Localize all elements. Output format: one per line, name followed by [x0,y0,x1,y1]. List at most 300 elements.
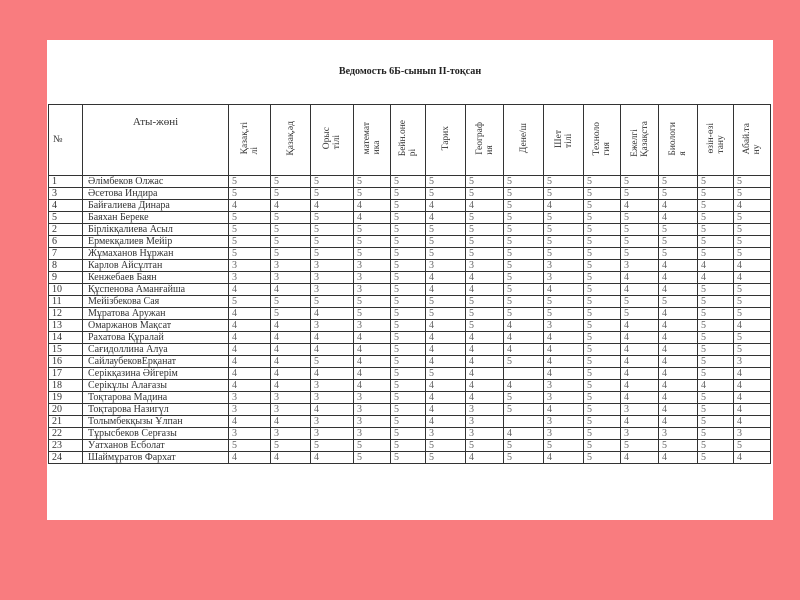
table-row [49,284,771,296]
grade-cell: 5 [391,272,426,284]
row-number: 21 [49,416,83,428]
grade-cell: 5 [584,392,621,404]
grade-cell: 5 [544,176,584,188]
column-header-subject [229,105,271,176]
row-number: 14 [49,332,83,344]
student-name: Сағидоллина Алуа [83,344,229,356]
subject-label: математ ика [362,122,382,155]
table-row [49,440,771,452]
grade-cell: 5 [504,284,544,296]
column-header-subject [621,105,659,176]
table-row [49,416,771,428]
grade-cell: 5 [466,212,504,224]
grade-cell: 3 [354,428,391,440]
grade-cell: 5 [698,452,734,464]
grade-cell: 4 [426,320,466,332]
grade-cell: 3 [659,428,698,440]
grade-cell: 4 [698,260,734,272]
grade-cell: 3 [621,260,659,272]
grade-cell: 5 [391,332,426,344]
grade-cell: 3 [354,284,391,296]
grade-cell: 5 [584,176,621,188]
grade-cell: 4 [734,260,771,272]
grade-cell: 5 [734,176,771,188]
grade-cell: 5 [504,392,544,404]
grade-cell: 4 [229,356,271,368]
grade-cell: 5 [734,248,771,260]
grade-cell: 4 [544,284,584,296]
grade-cell: 5 [229,296,271,308]
grade-cell: 5 [229,236,271,248]
grade-cell: 5 [504,224,544,236]
grade-cell: 3 [466,260,504,272]
grade-cell: 4 [354,356,391,368]
grade-cell: 5 [354,224,391,236]
grade-cell: 5 [659,188,698,200]
grade-cell: 5 [584,440,621,452]
grade-cell: 4 [311,452,354,464]
student-name: Шаймұратов Фархат [83,452,229,464]
grade-cell: 5 [426,224,466,236]
grade-cell: 4 [426,212,466,224]
grade-cell: 4 [466,368,504,380]
grade-cell: 5 [584,452,621,464]
table-row [49,452,771,464]
grade-cell: 5 [504,452,544,464]
table-row [49,248,771,260]
grade-cell: 4 [659,320,698,332]
grade-cell: 4 [354,212,391,224]
column-header-subject [391,105,426,176]
grade-cell: 5 [391,416,426,428]
grade-cell: 3 [734,356,771,368]
table-row [49,188,771,200]
grade-cell: 5 [426,452,466,464]
grade-cell: 5 [659,176,698,188]
grade-cell: 3 [734,428,771,440]
grade-cell: 5 [311,224,354,236]
grade-cell: 4 [466,380,504,392]
row-number: 24 [49,452,83,464]
grade-cell: 4 [311,308,354,320]
table-row [49,380,771,392]
grade-cell: 4 [466,344,504,356]
grade-cell: 4 [229,308,271,320]
grade-cell: 5 [391,296,426,308]
student-name: Бірлікқалиева Асыл [83,224,229,236]
grade-cell: 5 [229,176,271,188]
row-number: 13 [49,320,83,332]
table-row [49,428,771,440]
subject-label: Техноло гия [592,121,612,156]
grade-cell: 5 [584,236,621,248]
grade-cell: 4 [426,200,466,212]
grade-cell: 5 [734,284,771,296]
grade-cell: 5 [311,248,354,260]
grade-cell: 5 [544,308,584,320]
grade-cell: 5 [391,224,426,236]
column-header-subject [659,105,698,176]
grade-cell: 4 [734,392,771,404]
student-name: Әсетова Индира [83,188,229,200]
grade-cell: 4 [229,380,271,392]
grade-cell: 5 [584,260,621,272]
grade-cell: 5 [698,428,734,440]
grade-cell: 5 [466,440,504,452]
grade-cell: 5 [426,176,466,188]
grade-cell: 5 [391,188,426,200]
student-name: Толымбекқызы Ұлпан [83,416,229,428]
grade-cell: 5 [354,176,391,188]
column-header-subject [271,105,311,176]
grade-cell: 4 [426,392,466,404]
table-row [49,224,771,236]
grade-cell: 3 [354,416,391,428]
grade-cell: 5 [271,440,311,452]
table-row [49,296,771,308]
student-name: Баяхан Береке [83,212,229,224]
grade-cell: 5 [504,236,544,248]
grade-cell: 5 [621,248,659,260]
grade-cell: 5 [354,296,391,308]
grade-cell: 5 [311,176,354,188]
subject-label: Қазақ,әд [285,121,296,156]
grade-cell: 4 [466,200,504,212]
grade-cell: 5 [466,296,504,308]
grade-cell: 5 [584,212,621,224]
grade-cell: 5 [354,248,391,260]
subject-label: Биологи я [668,121,688,156]
grade-cell: 4 [426,332,466,344]
row-number: 9 [49,272,83,284]
grade-cell: 5 [621,440,659,452]
grade-cell: 5 [698,224,734,236]
grade-cell: 4 [354,332,391,344]
document-title: Ведомость 6Б-сынып II-тоқсан [338,65,482,77]
grade-cell: 5 [466,320,504,332]
grade-cell: 4 [229,200,271,212]
grade-cell: 3 [544,416,584,428]
row-number: 20 [49,404,83,416]
row-number: 10 [49,284,83,296]
grade-cell: 5 [584,404,621,416]
table-row [49,344,771,356]
grade-cell: 4 [659,344,698,356]
grade-table [48,104,771,464]
column-header-subject [698,105,734,176]
grade-cell: 4 [621,392,659,404]
grade-cell: 5 [504,200,544,212]
grade-cell: 5 [271,224,311,236]
grade-cell: 4 [659,392,698,404]
grade-cell: 4 [734,272,771,284]
grade-cell: 4 [271,380,311,392]
student-name: Карлов Айсұлтан [83,260,229,272]
grade-cell: 4 [544,200,584,212]
grade-cell: 5 [504,260,544,272]
grade-cell: 4 [544,344,584,356]
table-row [49,392,771,404]
grade-cell: 3 [271,392,311,404]
row-number: 19 [49,392,83,404]
grade-cell: 4 [734,452,771,464]
grade-cell: 4 [504,320,544,332]
grade-cell: 3 [229,428,271,440]
grade-cell: 3 [354,260,391,272]
grade-cell: 5 [544,236,584,248]
grade-cell: 5 [466,236,504,248]
grade-cell: 3 [229,404,271,416]
grade-cell: 5 [354,236,391,248]
grade-cell: 4 [504,380,544,392]
grade-cell: 4 [659,260,698,272]
subject-label: Тарих [440,126,451,151]
grade-cell: 4 [311,404,354,416]
grade-cell: 5 [391,236,426,248]
grade-cell: 3 [311,392,354,404]
grade-cell: 4 [734,368,771,380]
grade-cell: 4 [426,272,466,284]
grade-cell: 5 [391,344,426,356]
grade-cell: 5 [466,188,504,200]
document-page [47,40,773,520]
grade-cell: 5 [391,368,426,380]
grade-cell: 5 [229,224,271,236]
subject-label: Ежелгі Қазақста [629,120,650,157]
grade-cell: 4 [659,284,698,296]
grade-cell: 3 [544,272,584,284]
grade-cell: 5 [584,296,621,308]
grade-cell: 4 [734,404,771,416]
grade-cell: 4 [271,416,311,428]
grade-cell: 4 [698,272,734,284]
grade-cell: 5 [659,236,698,248]
grade-cell: 5 [504,188,544,200]
grade-cell: 5 [426,236,466,248]
grade-cell: 4 [426,356,466,368]
grade-cell: 5 [621,296,659,308]
grade-cell: 5 [698,320,734,332]
grade-cell: 5 [504,440,544,452]
grade-cell: 5 [698,200,734,212]
grade-cell: 5 [659,248,698,260]
grade-cell: 4 [621,416,659,428]
grade-cell: 5 [544,212,584,224]
grade-cell: 4 [466,272,504,284]
grade-cell: 5 [271,296,311,308]
grade-cell [504,368,544,380]
student-name: Кенжебаев Баян [83,272,229,284]
grade-cell: 5 [659,224,698,236]
grade-cell: 4 [311,200,354,212]
grade-cell: 3 [311,260,354,272]
subject-label: Орыс тілі [322,127,342,150]
grade-cell: 5 [698,392,734,404]
row-number: 17 [49,368,83,380]
grade-cell: 5 [734,344,771,356]
grade-cell: 5 [391,356,426,368]
grade-cell: 5 [584,224,621,236]
grade-cell: 5 [698,308,734,320]
grade-cell: 4 [229,416,271,428]
grade-cell: 4 [659,368,698,380]
grade-cell: 4 [354,380,391,392]
grade-cell: 5 [426,440,466,452]
student-name: Ермекқалиев Мейір [83,236,229,248]
grade-cell: 4 [621,344,659,356]
grade-cell: 5 [659,296,698,308]
grade-cell: 5 [621,176,659,188]
grade-cell: 4 [734,416,771,428]
grade-cell: 5 [354,188,391,200]
grade-cell: 5 [544,440,584,452]
grade-cell: 5 [734,296,771,308]
grade-cell: 4 [229,320,271,332]
grade-cell: 3 [311,416,354,428]
grade-cell: 5 [391,404,426,416]
grade-cell: 5 [391,308,426,320]
student-name: Серікқазина Әйгерім [83,368,229,380]
grade-cell: 4 [271,368,311,380]
grade-cell: 5 [504,212,544,224]
table-row [49,272,771,284]
grade-cell: 4 [659,380,698,392]
table-row [49,200,771,212]
grade-cell: 4 [271,200,311,212]
grade-cell: 3 [354,320,391,332]
row-number: 7 [49,248,83,260]
grade-cell: 5 [504,296,544,308]
grade-cell: 3 [311,380,354,392]
table-row [49,404,771,416]
grade-cell: 5 [466,224,504,236]
grade-cell: 4 [659,404,698,416]
row-number: 8 [49,260,83,272]
row-number: 15 [49,344,83,356]
grade-cell: 5 [584,416,621,428]
grade-cell: 4 [229,344,271,356]
grade-cell: 5 [584,284,621,296]
grade-cell: 5 [229,440,271,452]
grade-rows [49,176,771,464]
grade-cell: 5 [391,176,426,188]
table-row [49,356,771,368]
grade-cell: 4 [544,332,584,344]
grade-cell: 5 [544,296,584,308]
grade-cell: 3 [544,320,584,332]
grade-cell: 5 [698,368,734,380]
grade-cell: 4 [621,272,659,284]
grade-cell: 5 [354,452,391,464]
grade-cell: 5 [584,368,621,380]
column-header-subject [426,105,466,176]
grade-cell: 3 [621,428,659,440]
grade-cell: 5 [621,212,659,224]
grade-cell: 5 [698,188,734,200]
row-number: 22 [49,428,83,440]
grade-cell: 5 [271,236,311,248]
grade-cell: 5 [621,188,659,200]
grade-cell: 3 [311,428,354,440]
grade-cell: 3 [466,428,504,440]
grade-cell: 3 [311,272,354,284]
grade-cell: 4 [426,380,466,392]
grade-cell: 5 [584,356,621,368]
subject-label: Қазақ,ті лі [239,122,260,155]
grade-cell: 3 [466,416,504,428]
grade-cell: 5 [466,248,504,260]
grade-cell: 5 [659,440,698,452]
grade-cell: 5 [698,248,734,260]
grade-cell: 4 [229,368,271,380]
grade-cell: 5 [734,440,771,452]
grade-cell: 5 [311,212,354,224]
grade-cell: 4 [621,380,659,392]
grade-cell: 3 [621,404,659,416]
grade-cell: 3 [271,272,311,284]
row-number: 3 [49,188,83,200]
grade-cell [504,416,544,428]
grade-cell: 3 [229,272,271,284]
grade-cell: 3 [271,260,311,272]
grade-cell: 5 [426,188,466,200]
grade-cell: 4 [544,404,584,416]
table-row [49,308,771,320]
grade-cell: 5 [391,284,426,296]
student-name: Жұмаханов Нұржан [83,248,229,260]
grade-cell: 5 [311,356,354,368]
grade-cell: 4 [544,356,584,368]
grade-cell: 3 [311,320,354,332]
grade-cell: 5 [584,344,621,356]
student-name: СайлаубековЕрқанат [83,356,229,368]
table-row [49,260,771,272]
subject-label: Шет тілі [553,129,574,148]
grade-cell: 4 [659,452,698,464]
grade-cell: 3 [544,260,584,272]
subject-label: Бейн.оне рі [398,120,418,157]
grade-cell: 5 [391,248,426,260]
row-number: 11 [49,296,83,308]
grade-cell: 4 [659,212,698,224]
grade-cell: 5 [466,176,504,188]
grade-cell: 5 [504,248,544,260]
grade-cell: 5 [311,440,354,452]
grade-cell: 5 [426,308,466,320]
grade-cell: 4 [311,368,354,380]
grade-cell: 5 [311,188,354,200]
grade-cell: 4 [544,368,584,380]
grade-cell: 5 [391,380,426,392]
grade-cell: 4 [659,356,698,368]
student-name: Серікұлы Алағазы [83,380,229,392]
grade-cell: 3 [426,260,466,272]
grade-cell: 3 [311,284,354,296]
row-number: 16 [49,356,83,368]
column-header-subject [734,105,771,176]
grade-cell: 5 [311,296,354,308]
column-header-number: № [49,105,83,176]
grade-cell: 5 [544,248,584,260]
grade-cell: 4 [621,368,659,380]
student-name: Уатханов Есболат [83,440,229,452]
grade-cell: 3 [271,428,311,440]
grade-cell: 3 [544,428,584,440]
grade-cell: 5 [584,332,621,344]
grade-cell: 5 [391,200,426,212]
grade-cell: 5 [734,308,771,320]
grade-cell: 4 [229,452,271,464]
